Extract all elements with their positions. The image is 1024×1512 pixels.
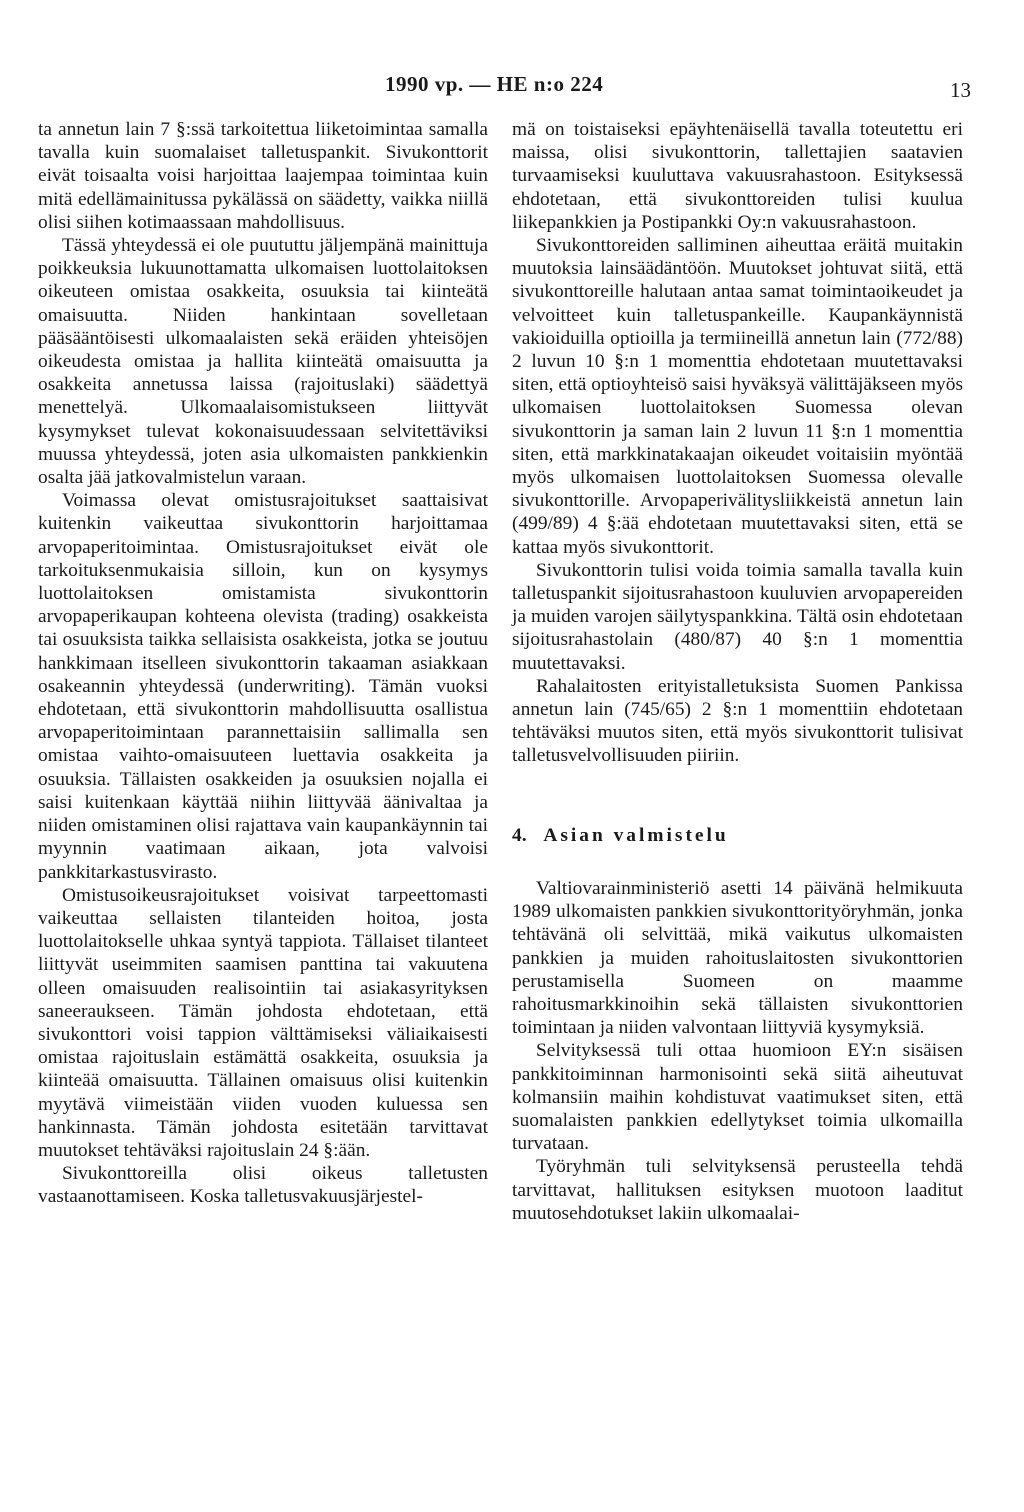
section-title: Asian valmistelu (543, 824, 729, 846)
left-column (38, 118, 488, 1209)
paragraph: Työryhmän tuli selvityksensä perusteella tehdä tarvittavat, hallituksen esityksen muotoon laaditut muutosehdotukset lakiin ulkomaalai- (512, 1156, 963, 1224)
paragraph: Valtiovarainministeriö asetti 14 päivänä helmikuuta 1989 ulkomaisten pankkien sivukonttorityöryhmän, jonka tehtävänä oli selvittää, mikä vaikutus ulkomaisten pankkien ja muiden rahoituslaitosten sivukonttorien perustamisella Suomeen on maamme rahoitusmarkkinoihin sekä tällaisten sivukonttorien toimintaan ja niiden valvontaan liittyviä kysymyksiä. (512, 877, 963, 1039)
paragraph: Tässä yhteydessä ei ole puututtu jäljempänä mainittuja poikkeuksia lukuunottamatta ulkomaisen luottolaitoksen oikeuteen omistaa osakkeita, osuuksia tai kiinteätä omaisuutta. Niiden hankintaan sovelletaan pääsääntöisesti ulkomaalaisten sekä eräiden yhteisöjen oikeudesta omistaa ja hallita kiinteätä omaisuutta ja osakkeita annetussa laissa (rajoituslaki) säädettyä menettelyä. Ulkomaalaisomistukseen liittyvät kysymykset tulevat kokonaisuudessaan selvitettäviksi muussa yhteydessä, joten asia ulkomaisten pankkienkin osalta jää jatkovalmistelun varaan. (38, 235, 488, 489)
page-header (0, 72, 1024, 102)
section-heading (512, 824, 963, 847)
paragraph: Omistusoikeusrajoitukset voisivat tarpeettomasti vaikeuttaa sellaisten tilanteiden hoitoa, josta luottolaitokselle uhkaa syntyä tappiota. Tällaiset tilanteet liittyvät useimmiten saamisen panttina tai vakuutena olleen omaisuuden realisointiin tai asiakasyrityksen saneeraukseen. Tämän johdosta ehdotetaan, että sivukonttori voisi tappion välttämiseksi väliaikaisesti omistaa rajoituslain estämättä osakkeita, osuuksia ja kiinteää omaisuutta. Tällainen omaisuus olisi kuitenkin myytävä viimeistään viiden vuoden kuluessa sen hankinnasta. Tämän johdosta esitetään tarvittavat muutokset tehtäväksi rajoituslain 24 §:ään. (38, 884, 488, 1161)
paragraph: Selvityksessä tuli ottaa huomioon EY:n sisäisen pankkitoiminnan harmonisointi sekä siitä aiheutuvat kolmansiin maihin kohdistuvat vaatimukset siten, että suomalaisten pankkien edellytykset toimia ulkomailla turvataan. (512, 1040, 963, 1155)
paragraph: Rahalaitosten erityistalletuksista Suomen Pankissa annetun lain (745/65) 2 §:n 1 momenttiin ehdotetaan tehtäväksi muutos siten, että myös sivukonttorit tulisivat talletusvelvollisuuden piiriin. (512, 675, 963, 767)
paragraph: Sivukonttorin tulisi voida toimia samalla tavalla kuin talletuspankit sijoitusrahastoon kuuluvien arvopapereiden ja muiden varojen säilytyspankkina. Tältä osin ehdotetaan sijoitusrahastolain (480/87) 40 §:n 1 momenttia muutettavaksi. (512, 559, 963, 674)
page-number: 13 (950, 78, 971, 102)
right-column (512, 118, 963, 1225)
section-number: 4. (512, 824, 527, 846)
paragraph: ta annetun lain 7 §:ssä tarkoitettua liiketoimintaa samalla tavalla kuin suomalaiset talletuspankit. Sivukonttorit eivät toisaalta voisi harjoittaa laajempaa toimintaa kuin mitä edellämainitussa pykälässä on säädetty, vaikka niillä olisi siihen kotimaassaan mahdollisuus. (38, 119, 488, 233)
paragraph: Sivukonttoreilla olisi oikeus talletusten vastaanottamiseen. Koska talletusvakuusjärjestel- (38, 1163, 488, 1208)
paragraph: Voimassa olevat omistusrajoitukset saattaisivat kuitenkin vaikeuttaa sivukonttorin harjoittamaa arvopaperitoimintaa. Omistusrajoitukset eivät ole tarkoituksenmukaisia silloin, kun on kysymys luottolaitoksen omistamista sivukonttorin arvopaperikaupan kohteena olevista (trading) osakkeista tai osuuksista taikka sellaisista osakkeista, jotka se joutuu hankkimaan itselleen sivukonttorin takaaman asiakkaan osakeannin yhteydessä (underwriting). Tämän vuoksi ehdotetaan, että sivukonttorin mahdollisuutta osallistua arvopaperitoimintaan parannettaisiin sallimalla sen omistaa vaihto-omaisuuteen luettavia osakkeita ja osuuksia. Tällaisten osakkeiden ja osuuksien nojalla ei saisi kuitenkaan käyttää niihin liittyvää äänivaltaa ja niiden omistaminen olisi rajattava vain kaupankäynnin tai myynnin vaatimaan aikaan, jota valvoisi pankkitarkastusvirasto. (38, 490, 488, 883)
paragraph: mä on toistaiseksi epäyhtenäisellä tavalla toteutettu eri maissa, olisi sivukonttorin, tallettajien saatavien turvaamiseksi kuuluttava vakuusrahastoon. Esityksessä ehdotetaan, että sivukonttoreiden tulisi kuulua liikepankkien ja Postipankki Oy:n vakuusrahastoon. (512, 119, 963, 233)
running-title: 1990 vp. — HE n:o 224 (385, 72, 604, 96)
paragraph: Sivukonttoreiden salliminen aiheuttaa eräitä muitakin muutoksia lainsäädäntöön. Muutokset johtuvat siitä, että sivukonttoreille halutaan antaa samat toimintaoikeudet ja velvoitteet kuin talletuspankeille. Kaupankäynnistä vakioiduilla optioilla ja termiineillä annetun lain (772/88) 2 luvun 10 §:n 1 momenttia ehdotetaan muutettavaksi siten, että optioyhteisö saisi hyväksyä välittäjäkseen myös ulkomaisen luottolaitoksen Suomessa olevan sivukonttorin ja saman lain 2 luvun 11 §:n 1 momenttia siten, että markkinatakaajan oikeudet voitaisiin myöntää myös ulkomaisen luottolaitoksen Suomessa olevalle sivukonttorille. Arvopaperivälitysliikkeistä annetun lain (499/89) 4 §:ää ehdotetaan muutettavaksi siten, että se kattaa myös sivukonttorit. (512, 235, 963, 558)
